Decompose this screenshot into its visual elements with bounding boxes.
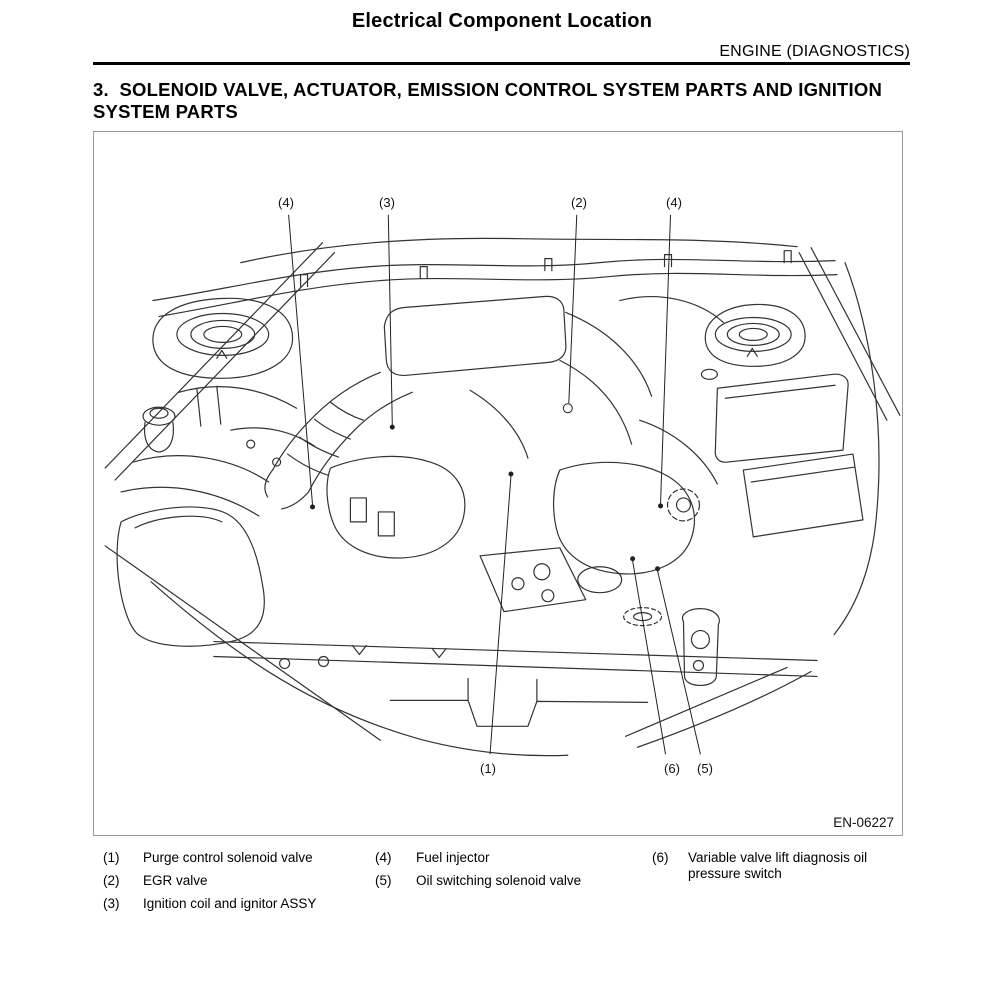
legend-column-3 <box>652 850 897 889</box>
legend-item-6 <box>652 850 897 882</box>
legend-item-2 <box>103 873 368 889</box>
callout-leader-lines <box>289 215 701 754</box>
legend-item-label: Ignition coil and ignitor ASSY <box>143 896 317 911</box>
legend-item-number: (1) <box>103 850 120 865</box>
figure-id: EN-06227 <box>833 815 894 830</box>
leader-4-right-dot <box>658 503 663 508</box>
leader-4-right <box>661 215 671 504</box>
legend-item-label: Fuel injector <box>416 850 490 865</box>
legend-item-label: Variable valve lift diagnosis oil pressure switch <box>688 850 868 881</box>
leader-4-left-dot <box>310 504 315 509</box>
section-heading-line1: 3. SOLENOID VALVE, ACTUATOR, EMISSION CONTROL SYSTEM PARTS AND IGNITION <box>93 79 883 100</box>
callout-label-4-right: (4) <box>666 195 682 210</box>
callout-label-1: (1) <box>480 761 496 776</box>
legend-item-number: (3) <box>103 896 120 911</box>
legend-item-number: (5) <box>375 873 392 888</box>
callout-label-3: (3) <box>379 195 395 210</box>
legend-column-2 <box>375 850 635 896</box>
figure-box <box>93 131 903 836</box>
leader-2 <box>569 215 577 403</box>
leader-5-dot <box>655 566 660 571</box>
callout-label-6: (6) <box>664 761 680 776</box>
leader-3 <box>388 215 392 425</box>
section-heading <box>93 79 913 123</box>
section-heading-line2: SYSTEM PARTS <box>93 101 238 122</box>
legend-item-number: (4) <box>375 850 392 865</box>
header-section-label: ENGINE (DIAGNOSTICS) <box>719 43 910 60</box>
callout-label-2: (2) <box>571 195 587 210</box>
legend-item-5 <box>375 873 635 889</box>
leader-3-dot <box>390 425 395 430</box>
leader-1-dot <box>508 472 513 477</box>
legend-item-label: Oil switching solenoid valve <box>416 873 582 888</box>
leader-2-ring <box>563 404 572 413</box>
leader-4-left <box>289 215 313 505</box>
legend-item-label: Purge control solenoid valve <box>143 850 313 865</box>
legend-item-1 <box>103 850 368 866</box>
leader-6 <box>633 561 666 754</box>
legend-item-number: (2) <box>103 873 120 888</box>
legend-item-3 <box>103 896 368 912</box>
header-rule <box>93 62 910 65</box>
engine-line-art <box>105 238 900 755</box>
legend-item-4 <box>375 850 635 866</box>
engine-bay-diagram <box>94 132 902 835</box>
page-title: Electrical Component Location <box>351 10 653 32</box>
legend-item-label: EGR valve <box>143 873 208 888</box>
leader-6-dot <box>630 556 635 561</box>
legend-column-1 <box>103 850 368 919</box>
legend-item-number: (6) <box>652 850 669 865</box>
callout-label-5: (5) <box>697 761 713 776</box>
callout-label-4-left: (4) <box>278 195 294 210</box>
leader-1 <box>490 476 511 754</box>
